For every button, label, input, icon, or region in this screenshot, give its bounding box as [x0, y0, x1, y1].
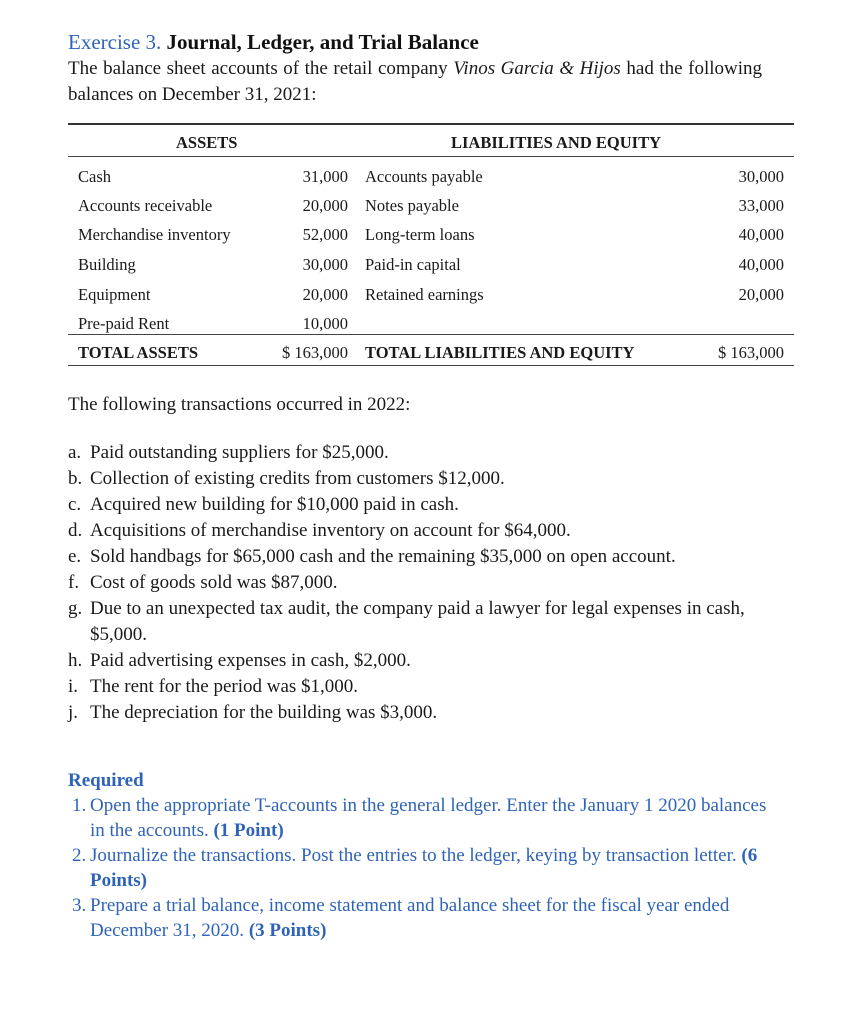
- list-item: [68, 674, 758, 700]
- asset-name: Equipment: [78, 285, 151, 304]
- asset-value: 20,000: [302, 285, 348, 304]
- item-text: Due to an unexpected tax audit, the company paid a lawyer for legal expenses in cash, $5,000.: [90, 598, 745, 645]
- exercise-title: [68, 30, 479, 55]
- asset-value: 30,000: [302, 255, 348, 274]
- intro-paragraph: [68, 56, 762, 108]
- list-item: [68, 648, 758, 674]
- required-item: [68, 893, 768, 943]
- intro-text-before: The balance sheet accounts of the retail company: [68, 58, 448, 79]
- liability-value: 33,000: [738, 196, 784, 215]
- item-text: Acquisitions of merchandise inventory on account for $64,000.: [90, 520, 571, 541]
- item-letter: c.: [68, 494, 82, 515]
- required-points: (6 Points): [90, 845, 758, 891]
- list-item: [68, 518, 758, 544]
- asset-name: Merchandise inventory: [78, 225, 231, 244]
- total-liabilities-label: TOTAL LIABILITIES AND EQUITY: [365, 343, 635, 362]
- item-text: Cost of goods sold was $87,000.: [90, 572, 338, 593]
- asset-value: 20,000: [302, 196, 348, 215]
- list-item: [68, 596, 758, 648]
- item-text: Paid outstanding suppliers for $25,000.: [90, 442, 389, 463]
- liability-name: Paid-in capital: [365, 255, 461, 274]
- totals-rule: [68, 334, 794, 335]
- liability-name: Retained earnings: [365, 285, 484, 304]
- balance-sheet-table: [68, 123, 794, 369]
- list-item: [68, 466, 758, 492]
- required-number: 2.: [72, 845, 87, 866]
- required-text: Journalize the transactions. Post the entries to the ledger, keying by transaction letter.: [90, 845, 737, 866]
- item-text: Acquired new building for $10,000 paid in cash.: [90, 494, 459, 515]
- item-text: Sold handbags for $65,000 cash and the remaining $35,000 on open account.: [90, 546, 676, 567]
- liability-name: Accounts payable: [365, 167, 483, 186]
- company-name: Vinos Garcia & Hijos: [453, 58, 621, 79]
- liability-value: 40,000: [738, 255, 784, 274]
- required-item: [68, 793, 768, 843]
- asset-name: Building: [78, 255, 136, 274]
- required-number: 3.: [72, 895, 87, 916]
- required-points: (3 Points): [248, 920, 327, 941]
- liability-value: 30,000: [738, 167, 784, 186]
- required-heading: Required: [68, 770, 144, 791]
- total-assets-value: $ 163,000: [282, 343, 348, 362]
- asset-value: 31,000: [302, 167, 348, 186]
- exercise-heading: Journal, Ledger, and Trial Balance: [166, 30, 479, 54]
- asset-value: 52,000: [302, 225, 348, 244]
- transactions-list: [68, 440, 758, 726]
- required-text: Open the appropriate T-accounts in the general ledger. Enter the January 1 2020 balances in the accounts.: [90, 795, 767, 841]
- list-item: [68, 440, 758, 466]
- list-item: [68, 570, 758, 596]
- item-letter: h.: [68, 650, 83, 671]
- header-rule: [68, 156, 794, 157]
- item-letter: f.: [68, 572, 80, 593]
- liability-name: Notes payable: [365, 196, 459, 215]
- item-text: The depreciation for the building was $3,000.: [90, 702, 438, 723]
- asset-name: Pre-paid Rent: [78, 314, 170, 333]
- asset-name: Cash: [78, 167, 111, 186]
- list-item: [68, 700, 758, 726]
- required-number: 1.: [72, 795, 87, 816]
- item-letter: e.: [68, 546, 82, 567]
- item-text: Paid advertising expenses in cash, $2,000.: [90, 650, 411, 671]
- table-top-rule: [68, 123, 794, 125]
- table-bottom-rule: [68, 365, 794, 366]
- required-section: [68, 768, 768, 943]
- item-letter: j.: [68, 702, 79, 723]
- liabilities-header: LIABILITIES AND EQUITY: [451, 133, 661, 152]
- liability-value: 20,000: [738, 285, 784, 304]
- exercise-number: Exercise 3.: [68, 30, 162, 54]
- assets-header: ASSETS: [176, 133, 238, 152]
- list-item: [68, 492, 758, 518]
- list-item: [68, 544, 758, 570]
- transactions-intro: The following transactions occurred in 2022:: [68, 394, 411, 415]
- item-text: Collection of existing credits from customers $12,000.: [90, 468, 505, 489]
- liability-value: 40,000: [738, 225, 784, 244]
- item-letter: b.: [68, 468, 83, 489]
- item-letter: i.: [68, 676, 79, 697]
- asset-value: 10,000: [302, 314, 348, 333]
- required-text: Prepare a trial balance, income statement and balance sheet for the fiscal year ended December 31, 2020.: [90, 895, 730, 941]
- liability-name: Long-term loans: [365, 225, 475, 244]
- required-points: (1 Point): [213, 820, 284, 841]
- item-letter: g.: [68, 598, 83, 619]
- item-letter: a.: [68, 442, 82, 463]
- total-liabilities-value: $ 163,000: [718, 343, 784, 362]
- item-text: The rent for the period was $1,000.: [90, 676, 359, 697]
- item-letter: d.: [68, 520, 83, 541]
- required-item: [68, 843, 768, 893]
- intro-text-after: had the following balances on December 31, 2021:: [68, 58, 763, 105]
- total-assets-label: TOTAL ASSETS: [78, 343, 199, 362]
- asset-name: Accounts receivable: [78, 196, 213, 215]
